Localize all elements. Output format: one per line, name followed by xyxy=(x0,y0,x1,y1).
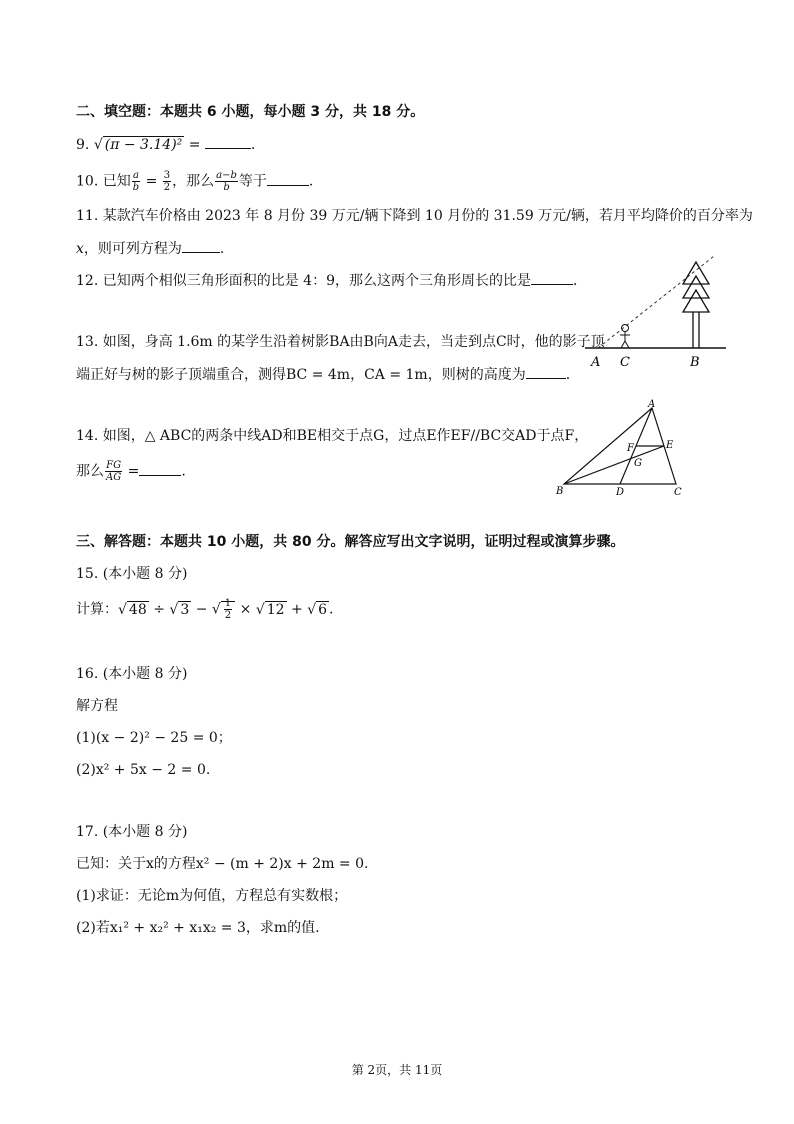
q15-sqrt-6: √ 6 xyxy=(307,601,328,618)
q10-pre: 已知 xyxy=(102,173,131,190)
question-9 xyxy=(76,134,255,155)
tree-icon xyxy=(683,262,709,348)
q12-answer-blank xyxy=(531,270,573,285)
q10-f2-num: 3 xyxy=(163,170,171,181)
tree-shadow-figure xyxy=(580,226,730,372)
page-footer: 第 2页，共 11页 xyxy=(351,1063,443,1077)
question-16-part2: (2)x² + 5x − 2 = 0. xyxy=(76,762,211,778)
question-16-title: 16. (本小题 8 分) xyxy=(76,666,188,682)
label-d: D xyxy=(616,487,625,498)
q10-f2-den: 2 xyxy=(163,182,171,193)
q9-radicand: (π − 3.14)² xyxy=(104,137,183,153)
q10-period: . xyxy=(308,173,314,190)
q15-times: × xyxy=(239,601,252,618)
q15-sqrt-12: √ 12 xyxy=(255,601,285,618)
student-icon xyxy=(620,325,630,349)
q14-pre: 那么 xyxy=(76,463,104,480)
q10-fraction-3-over-2 xyxy=(163,170,171,193)
q11-period: . xyxy=(219,241,225,257)
label-b: B xyxy=(690,355,700,370)
question-17-part2: (2)若x₁² + x₂² + x₁x₂ = 3，求m的值. xyxy=(76,920,320,936)
question-11-line2 xyxy=(76,238,224,259)
question-15-expression xyxy=(76,598,334,621)
q14-f-num: FG xyxy=(106,460,122,471)
question-15-title: 15. (本小题 8 分) xyxy=(76,566,188,582)
q14-equals: = xyxy=(127,463,140,480)
q12-text: 12. 已知两个相似三角形面积的比是 4：9，那么这两个三角形周长的比是 xyxy=(76,273,531,289)
q10-mid: ，那么 xyxy=(172,173,215,190)
label-g: G xyxy=(634,458,642,469)
label-f: F xyxy=(627,443,634,454)
q15-period: . xyxy=(329,601,334,618)
q10-f1-num: a xyxy=(132,170,139,181)
label-a: A xyxy=(648,399,656,410)
q15-minus: − xyxy=(195,601,208,618)
q15-sqrt-48: √ 48 xyxy=(118,601,147,618)
label-b: B xyxy=(556,486,564,497)
q14-period: . xyxy=(181,463,186,480)
question-16-intro: 解方程 xyxy=(76,698,118,714)
q11-answer-blank xyxy=(182,238,220,253)
q10-equals: = xyxy=(145,173,158,190)
triangle-medians-figure xyxy=(552,398,692,500)
question-10 xyxy=(76,170,313,193)
q13-period: . xyxy=(565,367,571,383)
label-a: A xyxy=(591,355,601,370)
q10-f3-den: b xyxy=(223,182,230,193)
q11-variable: x xyxy=(76,241,84,257)
q12-period: . xyxy=(572,273,578,289)
q10-fraction-a-over-b xyxy=(132,170,140,193)
question-11-line1: 11. 某款汽车价格由 2023 年 8 月份 39 万元/辆下降到 10 月份的 31.59 万元/辆，若月平均降价的百分率为 xyxy=(76,208,753,224)
sight-line xyxy=(598,256,714,348)
q10-answer-blank xyxy=(267,171,309,186)
q9-sqrt: √ (π − 3.14)² xyxy=(93,137,183,153)
question-14-line2 xyxy=(76,460,186,483)
q10-number: 10. xyxy=(76,173,99,190)
q10-post: 等于 xyxy=(238,173,267,190)
section3-header: 三、解答题：本题共 10 小题，共 80 分。解答应写出文字说明，证明过程或演算步骤。 xyxy=(76,534,625,550)
q15-plus: + xyxy=(291,601,303,618)
question-12 xyxy=(76,270,577,291)
q15-pre: 计算： xyxy=(76,601,118,618)
question-16-part1: (1)(x − 2)² − 25 = 0； xyxy=(76,730,232,746)
q10-fraction-amb-over-b xyxy=(215,170,238,193)
q11-text: ，则可列方程为 xyxy=(83,241,182,257)
question-14-line1: 14. 如图，△ ABC的两条中线AD和BE相交于点G，过点E作EF//BC交AD于点F， xyxy=(76,428,589,444)
q14-fraction-fg-over-ag xyxy=(105,460,122,483)
q14-f-den: AG xyxy=(106,472,122,483)
q9-answer-blank xyxy=(205,134,251,149)
q9-period: . xyxy=(250,137,256,153)
q9-number: 9. xyxy=(76,137,90,153)
question-17-title: 17. (本小题 8 分) xyxy=(76,824,188,840)
question-13-line1: 13. 如图，身高 1.6m 的某学生沿着树影BA由B向A走去，当走到点C时，他的影子顶 xyxy=(76,334,605,350)
q14-answer-blank xyxy=(139,461,181,476)
q10-f1-den: b xyxy=(132,182,140,193)
q15-sqrt-3: √ 3 xyxy=(169,601,190,618)
label-e: E xyxy=(666,440,674,451)
question-13-line2 xyxy=(76,364,570,385)
q9-equals: = xyxy=(188,137,201,153)
question-17-intro: 已知：关于x的方程x² − (m + 2)x + 2m = 0. xyxy=(76,856,369,872)
q13-text: 端正好与树的影子顶端重合，测得BC = 4m，CA = 1m，则树的高度为 xyxy=(76,367,526,383)
label-c: C xyxy=(674,487,682,498)
q15-sqrt-half: √ $\frac{1}{2}$ xyxy=(212,598,235,621)
section2-header: 二、填空题：本题共 6 小题，每小题 3 分，共 18 分。 xyxy=(76,104,425,120)
q15-divide: ÷ xyxy=(153,601,165,618)
median-be xyxy=(564,446,664,484)
question-17-part1: (1)求证：无论m为何值，方程总有实数根； xyxy=(76,888,348,904)
q10-f3-num: a−b xyxy=(216,170,237,181)
label-c: C xyxy=(620,355,630,370)
q13-answer-blank xyxy=(526,364,566,379)
